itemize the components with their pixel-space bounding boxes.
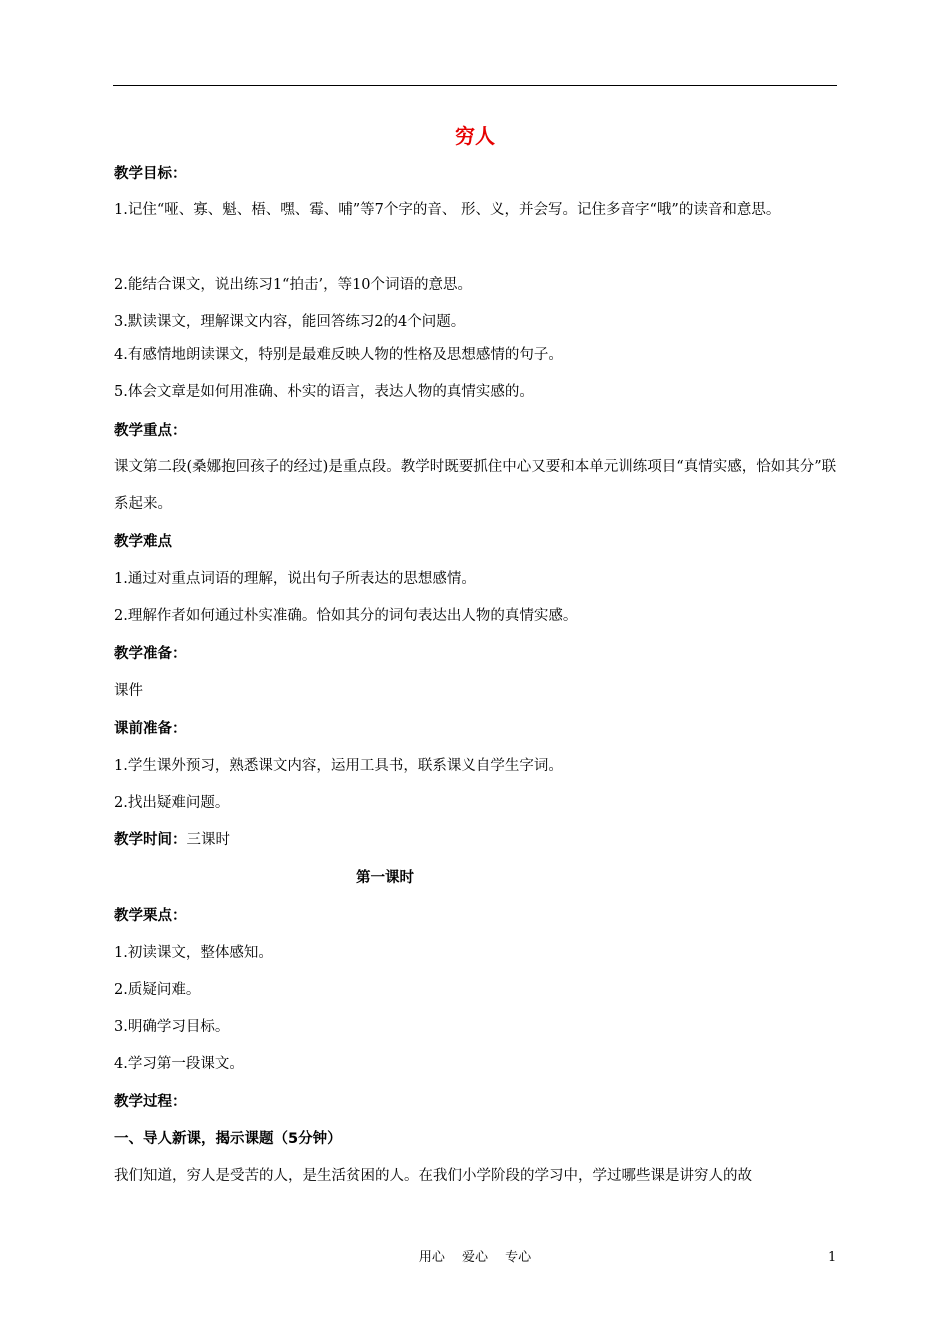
difficulties-heading: 教学难点: [114, 534, 172, 550]
footer-text: 用心 爱心 专心: [418, 1250, 532, 1265]
lesson-point-item: 2.质疑问难。: [114, 982, 201, 998]
section1-text: 我们知道，穷人是受苦的人，是生活贫困的人。在我们小学阶段的学习中，学过哪些课是讲穷人的故: [114, 1168, 752, 1184]
preparation-text: 课件: [114, 683, 143, 699]
objectives-heading: 教学目标：: [114, 166, 187, 182]
process-heading: 教学过程：: [114, 1094, 187, 1110]
lesson-point-item: 3.明确学习目标。: [114, 1019, 230, 1035]
objective-item: 1.记住“哑、寡、魁、梧、嘿、霉、哺”等7个字的音、 形、义，并会写。记住多音字“哦”的读音和意思。: [114, 202, 781, 218]
lesson-heading: 第一课时: [356, 870, 414, 886]
document-title: 穷人: [455, 124, 495, 148]
teaching-time: [114, 829, 230, 851]
objective-item: 4.有感情地朗读课文，特别是最难反映人物的性格及思想感情的句子。: [114, 347, 563, 363]
key-points-heading: 教学重点：: [114, 423, 187, 439]
difficulty-item: 1.通过对重点词语的理解，说出句子所表达的思想感情。: [114, 571, 476, 587]
lesson-points-heading: 教学栗点：: [114, 908, 187, 924]
preparation-heading: 教学准备：: [114, 646, 187, 662]
key-points-text: 课文第二段(桑娜抱回孩子的经过)是重点段。教学时既要抓住中心又要和本单元训练项目“真情实感，恰如其分”联系起来。: [114, 459, 837, 512]
objective-item: 2.能结合课文，说出练习1“拍击’，等10个词语的意思。: [114, 277, 473, 293]
pre-class-heading: 课前准备：: [114, 721, 187, 737]
difficulty-item: 2.理解作者如何通过朴实准确。恰如其分的词句表达出人物的真情实感。: [114, 608, 578, 624]
teaching-time-value: 三课时: [186, 832, 230, 848]
pre-class-item: 2.找出疑难问题。: [114, 795, 230, 811]
objective-item: 5.体会文章是如何用准确、朴实的语言，表达人物的真情实感的。: [114, 384, 534, 400]
lesson-point-item: 4.学习第一段课文。: [114, 1056, 244, 1072]
header-rule: [113, 85, 837, 86]
teaching-time-label: 教学时间：: [114, 832, 187, 848]
page-number: 1: [828, 1250, 837, 1265]
objective-item: 3.默读课文，理解课文内容，能回答练习2的4个问题。: [114, 314, 466, 330]
pre-class-item: 1.学生课外预习，熟悉课文内容，运用工具书，联系课义自学生字词。: [114, 758, 563, 774]
section1-heading: 一、导人新课，揭示课题（5分钟）: [114, 1131, 342, 1147]
lesson-point-item: 1.初读课文，整体感知。: [114, 945, 273, 961]
